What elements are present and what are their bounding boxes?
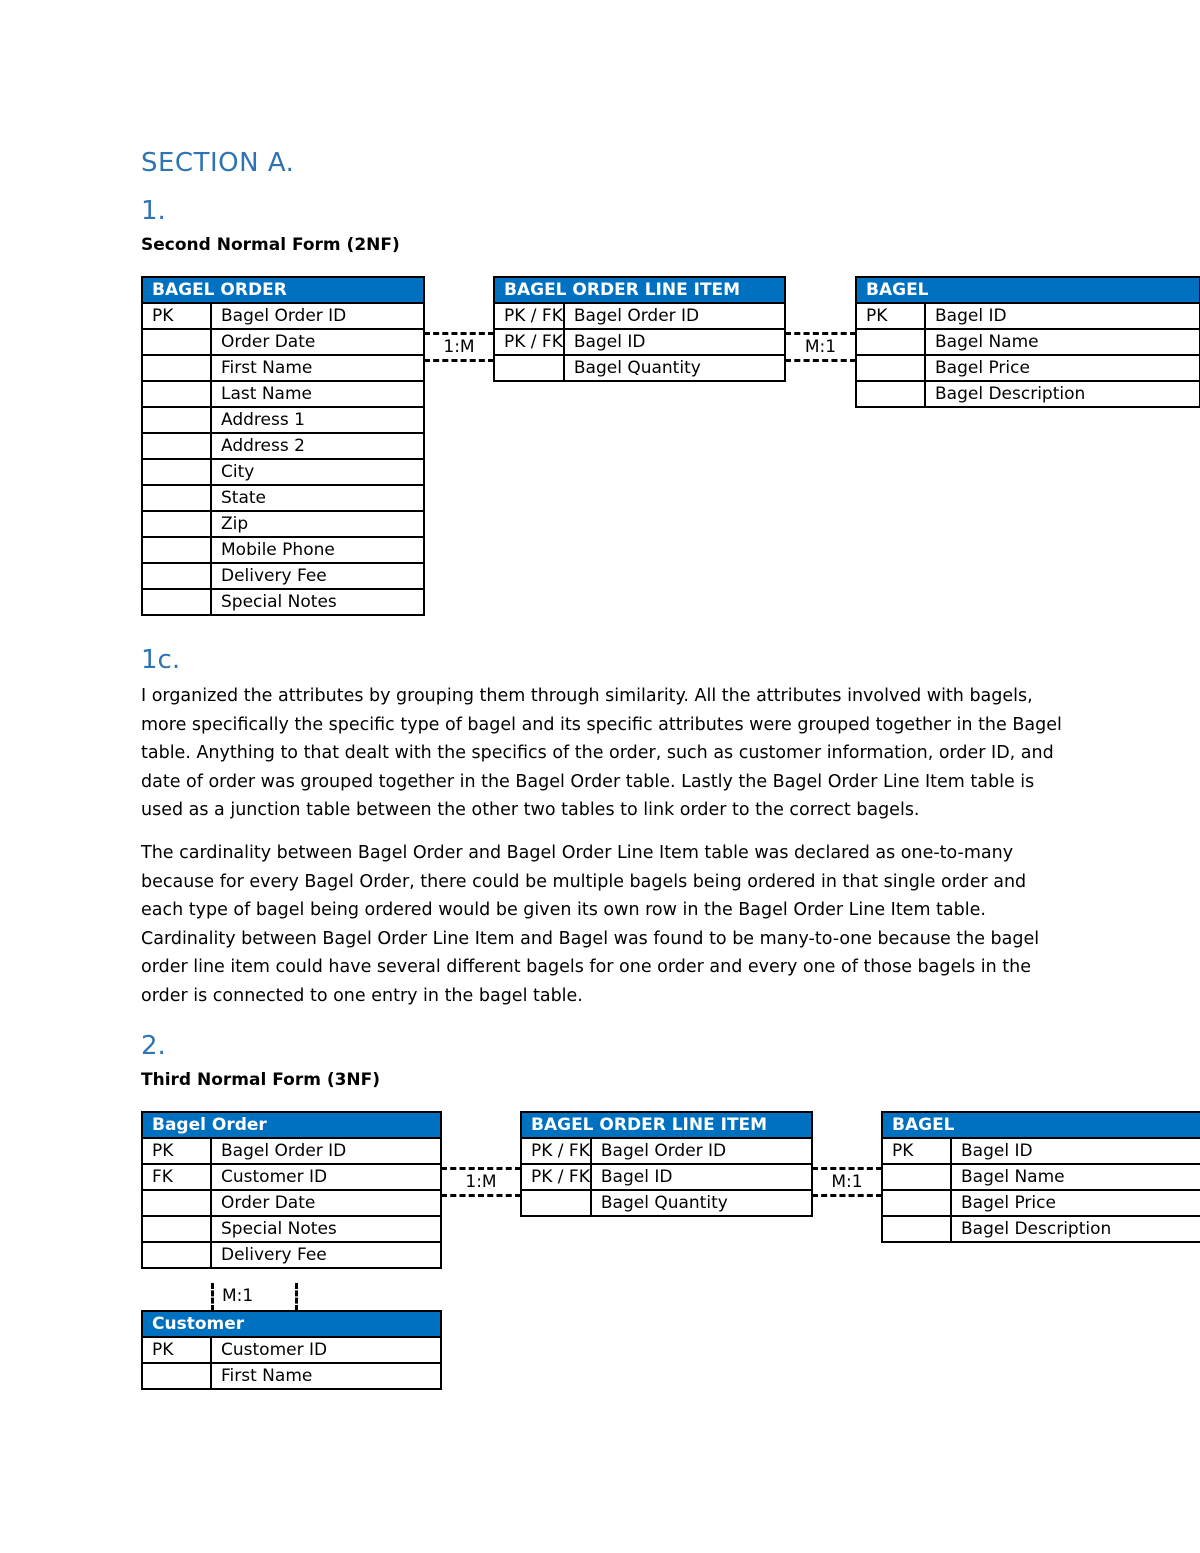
key-cell: PK / FK <box>521 1164 591 1190</box>
attribute-cell: Address 2 <box>211 433 424 459</box>
table-row <box>142 1164 441 1190</box>
question-1-number: 1. <box>141 196 166 226</box>
key-cell <box>142 589 211 615</box>
table-row <box>882 1164 1200 1190</box>
table-title: Bagel Order <box>142 1112 441 1138</box>
attribute-cell: Bagel ID <box>564 329 785 355</box>
key-cell <box>494 355 564 381</box>
table-row <box>142 1216 441 1242</box>
key-cell <box>142 1216 211 1242</box>
key-cell <box>142 1190 211 1216</box>
attribute-cell: Customer ID <box>211 1164 441 1190</box>
attribute-cell: Bagel Order ID <box>211 1138 441 1164</box>
table-header <box>142 277 424 303</box>
er-table-bagel-3nf <box>881 1111 1200 1243</box>
table-header <box>494 277 785 303</box>
attribute-cell: Bagel Price <box>951 1190 1200 1216</box>
attribute-cell: Last Name <box>211 381 424 407</box>
table-title: Customer <box>142 1311 441 1337</box>
table-header <box>882 1112 1200 1138</box>
attribute-cell: Bagel Quantity <box>591 1190 812 1216</box>
table-header <box>142 1311 441 1337</box>
attribute-cell: Bagel Order ID <box>211 303 424 329</box>
er-table-customer-3nf <box>141 1310 442 1390</box>
table-title: BAGEL ORDER LINE ITEM <box>521 1112 812 1138</box>
table-row <box>142 563 424 589</box>
key-cell <box>142 355 211 381</box>
table-header <box>856 277 1200 303</box>
table-row <box>142 1363 441 1389</box>
attribute-cell: Bagel Name <box>925 329 1200 355</box>
attribute-cell: Special Notes <box>211 589 424 615</box>
table-row <box>882 1138 1200 1164</box>
attribute-cell: State <box>211 485 424 511</box>
key-cell <box>882 1190 951 1216</box>
table-row <box>142 1138 441 1164</box>
key-cell <box>142 485 211 511</box>
attribute-cell: First Name <box>211 1363 441 1389</box>
key-cell <box>142 511 211 537</box>
relationship-label: 1:M <box>443 337 475 357</box>
table-row <box>494 303 785 329</box>
table-row <box>142 433 424 459</box>
question-2-subtitle: Third Normal Form (3NF) <box>141 1070 381 1090</box>
table-row <box>882 1216 1200 1242</box>
key-cell <box>521 1190 591 1216</box>
attribute-cell: Customer ID <box>211 1337 441 1363</box>
attribute-cell: Delivery Fee <box>211 563 424 589</box>
key-cell <box>882 1164 951 1190</box>
key-cell <box>142 1242 211 1268</box>
er-table-bagel-order-2nf <box>141 276 425 616</box>
table-title: BAGEL <box>856 277 1200 303</box>
attribute-cell: Bagel ID <box>591 1164 812 1190</box>
table-row <box>521 1190 812 1216</box>
section-title: SECTION A. <box>141 148 295 178</box>
key-cell <box>142 1363 211 1389</box>
relationship-1m-order-line-3nf <box>441 1167 521 1197</box>
attribute-cell: Zip <box>211 511 424 537</box>
attribute-cell: Bagel Price <box>925 355 1200 381</box>
relationship-label: 1:M <box>465 1172 497 1192</box>
attribute-cell: Mobile Phone <box>211 537 424 563</box>
relationship-1m-order-line-2nf <box>424 332 494 362</box>
table-row <box>856 381 1200 407</box>
attribute-cell: Address 1 <box>211 407 424 433</box>
attribute-cell: First Name <box>211 355 424 381</box>
attribute-cell: Bagel Quantity <box>564 355 785 381</box>
table-header <box>142 1112 441 1138</box>
table-row <box>142 589 424 615</box>
attribute-cell: Order Date <box>211 329 424 355</box>
attribute-cell: City <box>211 459 424 485</box>
table-row <box>142 459 424 485</box>
er-table-bagel-order-3nf <box>141 1111 442 1269</box>
key-cell <box>142 563 211 589</box>
attribute-cell: Order Date <box>211 1190 441 1216</box>
key-cell <box>142 381 211 407</box>
attribute-cell: Bagel Order ID <box>564 303 785 329</box>
attribute-cell: Bagel Description <box>951 1216 1200 1242</box>
question-2-number: 2. <box>141 1031 166 1061</box>
table-row <box>882 1190 1200 1216</box>
key-cell <box>856 381 925 407</box>
attribute-cell: Special Notes <box>211 1216 441 1242</box>
er-table-bagel-2nf <box>855 276 1200 408</box>
key-cell <box>856 355 925 381</box>
er-table-line-item-2nf <box>493 276 786 382</box>
attribute-cell: Delivery Fee <box>211 1242 441 1268</box>
key-cell <box>856 329 925 355</box>
key-cell <box>882 1216 951 1242</box>
key-cell <box>142 407 211 433</box>
relationship-m1-line-bagel-2nf <box>785 332 856 362</box>
table-row <box>494 355 785 381</box>
attribute-cell: Bagel Order ID <box>591 1138 812 1164</box>
table-row <box>142 485 424 511</box>
table-row <box>856 329 1200 355</box>
relationship-label: M:1 <box>222 1286 254 1306</box>
table-row <box>142 1190 441 1216</box>
table-header <box>521 1112 812 1138</box>
table-title: BAGEL ORDER <box>142 277 424 303</box>
attribute-cell: Bagel Description <box>925 381 1200 407</box>
table-row <box>142 329 424 355</box>
question-1-subtitle: Second Normal Form (2NF) <box>141 235 400 255</box>
table-row <box>142 1242 441 1268</box>
key-cell: PK / FK <box>494 329 564 355</box>
key-cell <box>142 329 211 355</box>
question-1c-number: 1c. <box>141 645 181 675</box>
key-cell <box>142 433 211 459</box>
attribute-cell: Bagel ID <box>925 303 1200 329</box>
paragraph-organization: I organized the attributes by grouping them through similarity. All the attributes involved with bagels, more specifically the specific type of bagel and its specific attributes were grouped together in the Bagel table. Anything to that dealt with the specifics of the order, such as customer information, order ID, and date of order was grouped together in the Bagel Order table. Lastly the Bagel Order Line Item table is used as a junction table between the other two tables to link order to the correct bagels. <box>141 686 1062 820</box>
table-row <box>142 1337 441 1363</box>
table-row <box>521 1138 812 1164</box>
key-cell: PK <box>142 1337 211 1363</box>
key-cell: PK / FK <box>521 1138 591 1164</box>
key-cell: FK <box>142 1164 211 1190</box>
attribute-cell: Bagel Name <box>951 1164 1200 1190</box>
key-cell <box>142 537 211 563</box>
table-row <box>142 511 424 537</box>
key-cell: PK <box>882 1138 951 1164</box>
relationship-label: M:1 <box>831 1172 863 1192</box>
relationship-m1-line-bagel-3nf <box>812 1167 882 1197</box>
key-cell <box>142 459 211 485</box>
key-cell: PK <box>142 303 211 329</box>
relationship-m1-order-customer-3nf <box>211 1283 298 1311</box>
relationship-label: M:1 <box>804 337 837 357</box>
key-cell: PK <box>856 303 925 329</box>
table-title: BAGEL <box>882 1112 1200 1138</box>
table-row <box>142 537 424 563</box>
table-row <box>142 381 424 407</box>
table-row <box>521 1164 812 1190</box>
table-row <box>142 355 424 381</box>
attribute-cell: Bagel ID <box>951 1138 1200 1164</box>
table-row <box>142 303 424 329</box>
table-title: BAGEL ORDER LINE ITEM <box>494 277 785 303</box>
key-cell: PK <box>142 1138 211 1164</box>
table-row <box>494 329 785 355</box>
table-row <box>142 407 424 433</box>
paragraph-cardinality: The cardinality between Bagel Order and Bagel Order Line Item table was declared as one-to-many because for every Bagel Order, there could be multiple bagels being ordered in that single order and each type of bagel being ordered would be given its own row in the Bagel Order Line Item table. Cardinality between Bagel Order Line Item and Bagel was found to be many-to-one because the bagel order line item could have several different bagels for one order and every one of those bagels in the order is connected to one entry in the bagel table. <box>141 843 1040 1006</box>
er-table-line-item-3nf <box>520 1111 813 1217</box>
table-row <box>856 303 1200 329</box>
key-cell: PK / FK <box>494 303 564 329</box>
table-row <box>856 355 1200 381</box>
